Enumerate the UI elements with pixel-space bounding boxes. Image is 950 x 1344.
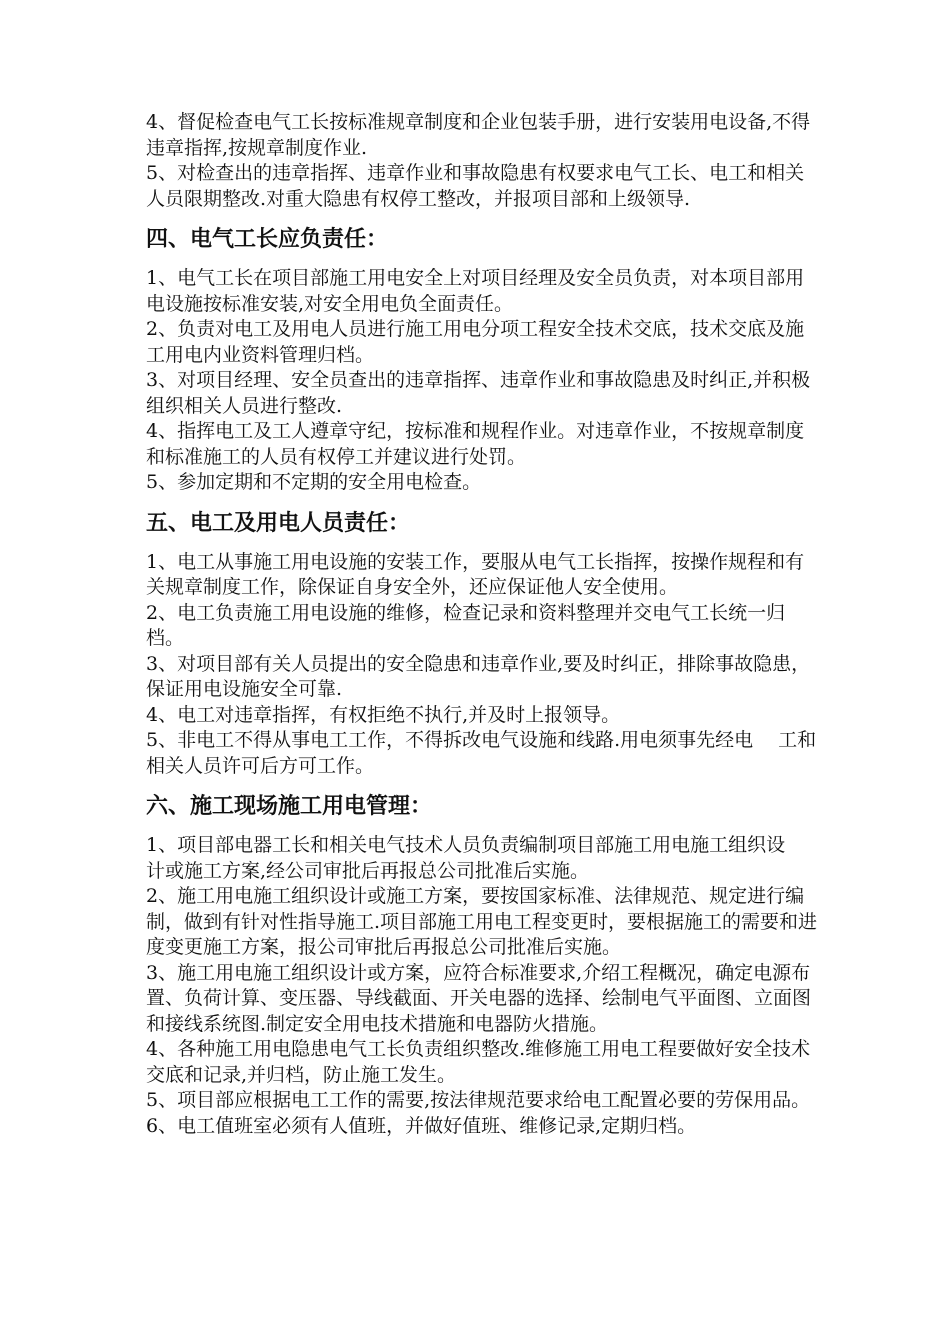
section-electrician: [146, 508, 826, 780]
paragraph: 5、项目部应根据电工工作的需要,按法律规范要求给电工配置必要的劳保用品。 6、电工值班室必须有人值班，并做好值班、维修记录,定期归档。: [146, 1089, 826, 1137]
paragraph: 4、指挥电工及工人遵章守纪，按标准和规程作业。对违章作业，不按规章制度和标准施工的人员有权停工并建议进行处罚。: [146, 420, 805, 468]
paragraph: 4、各种施工用电隐患电气工长负责组织整改.维修施工用电工程要做好安全技术交底和记录,并归档，防止施工发生。: [146, 1038, 811, 1086]
paragraph: 4、电工对违章指挥，有权拒绝不执行,并及时上报领导。: [146, 703, 621, 726]
paragraph: 5、参加定期和不定期的安全用电检查。: [146, 471, 482, 493]
paragraph: 4、督促检查电气工长按标准规章制度和企业包装手册，进行安装用电设备,不得违章指挥,按规章制度作业.: [146, 111, 811, 159]
section-heading: 六、施工现场施工用电管理：: [146, 793, 433, 819]
paragraph: 2、电工负责施工用电设施的维修，检查记录和资料整理并交电气工长统一归档。: [146, 601, 786, 649]
section-heading: 五、电工及用电人员责任：: [146, 509, 411, 536]
paragraph: 1、电工从事施工用电设施的安装工作，要服从电气工长指挥，按操作规程和有关规章制度工作，除保证自身安全外，还应保证他人安全使用。: [146, 550, 805, 598]
section-heading: 四、电气工长应负责任：: [146, 226, 389, 252]
paragraph: 5、对检查出的违章指挥、违章作业和事故隐患有权要求电气工长、电工和相关人员限期整改.对重大隐患有权停工整改，并报项目部和上级领导.: [146, 162, 805, 210]
intro-section: [146, 110, 818, 212]
paragraph: 2、施工用电施工组织设计或施工方案，要按国家标准、法律规范、规定进行编制，做到有针对性指导施工.项目部施工用电工程变更时，要根据施工的需要和进度变更施工方案，报公司审批后再报总公司批准后实施。: [146, 885, 818, 958]
paragraph: 1、项目部电器工长和相关电气技术人员负责编制项目部施工用电施工组织设 计或施工方案,经公司审批后再报总公司批准后实施。: [146, 834, 805, 882]
paragraph: 5、非电工不得从事电工工作，不得拆改电气设施和线路.用电须事先经电 工和相关人员许可后方可工作。: [146, 729, 817, 777]
section-site-power-management: [146, 791, 826, 1139]
paragraph: 3、对项目经理、安全员查出的违章指挥、违章作业和事故隐患及时纠正,并积极组织相关人员进行整改.: [146, 369, 811, 417]
section-electrical-foreman: [146, 224, 818, 496]
paragraph: 3、施工用电施工组织设计或方案，应符合标准要求,介绍工程概况，确定电源布置、负荷计算、变压器、导线截面、开关电器的选择、绘制电气平面图、立面图和接线系统图.制定安全用电技术措施和电器防火措施。: [146, 961, 812, 1035]
document-body: [146, 110, 826, 1139]
paragraph: 1、电气工长在项目部施工用电安全上对项目经理及安全员负责，对本项目部用电设施按标准安装,对安全用电负全面责任。: [146, 267, 805, 315]
paragraph: 3、对项目部有关人员提出的安全隐患和违章作业,要及时纠正，排除事故隐患， 保证用电设施安全可靠.: [146, 652, 826, 700]
paragraph: 2、负责对电工及用电人员进行施工用电分项工程安全技术交底，技术交底及施工用电内业资料管理归档。: [146, 318, 805, 366]
